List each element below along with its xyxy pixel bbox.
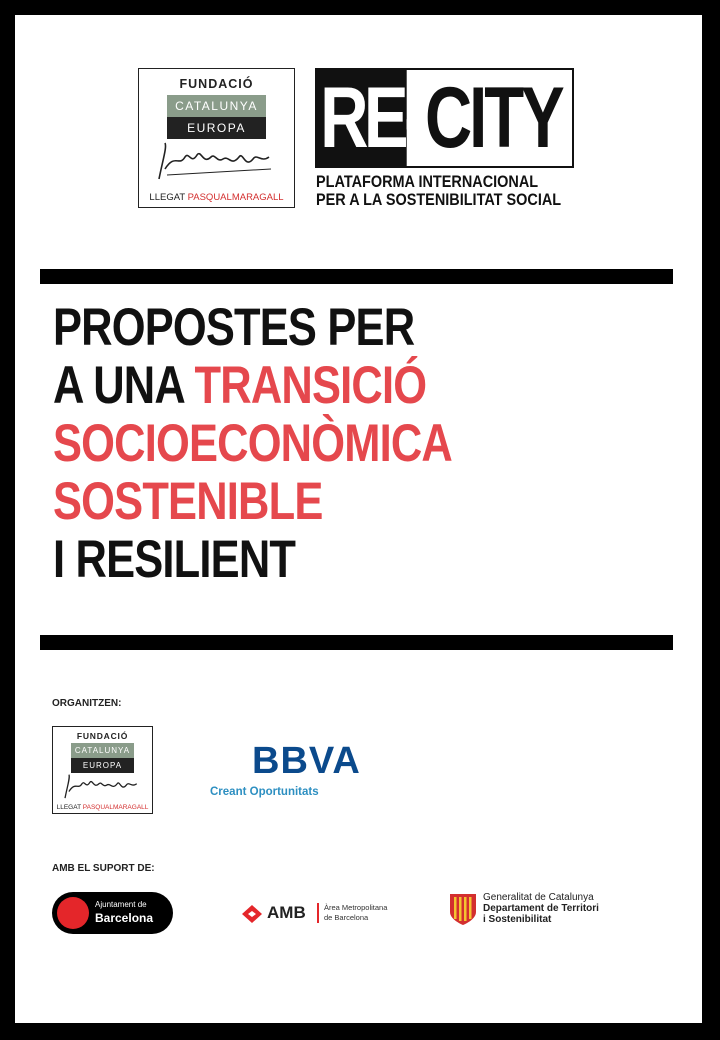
recity-subtitle-line1: PLATAFORMA INTERNACIONAL xyxy=(316,172,539,191)
generalitat-text xyxy=(483,892,599,925)
bbva-logo: BBVA xyxy=(252,740,361,782)
title-line-2: A UNA TRANSICIÓ xyxy=(53,356,427,415)
logo-fundacio-text: FUNDACIÓ xyxy=(179,77,254,91)
recity-city-text: CITY xyxy=(425,70,562,166)
barcelona-shield-icon xyxy=(57,897,89,929)
logo-llegat-text: LLEGAT PASQUALMARAGALL xyxy=(149,192,284,203)
logo-catalunya-text: CATALUNYA xyxy=(71,743,134,758)
fundacio-catalunya-europa-logo-small xyxy=(52,726,153,814)
logo-catalunya-text: CATALUNYA xyxy=(167,95,266,117)
ajuntament-barcelona-logo xyxy=(52,892,173,934)
cover-page xyxy=(15,15,702,1023)
title-line-3: SOCIOECONÒMICA xyxy=(53,414,452,473)
ajuntament-line1: Ajuntament de xyxy=(95,900,147,909)
recity-subtitle-line2: PER A LA SOSTENIBILITAT SOCIAL xyxy=(316,190,562,209)
title-line-5: I RESILIENT xyxy=(53,530,296,589)
generalitat-line3: i Sostenibilitat xyxy=(483,914,552,925)
title-line-4: SOSTENIBLE xyxy=(53,472,323,531)
signature-icon xyxy=(153,139,283,185)
generalitat-line2: Departament de Territori xyxy=(483,903,599,914)
support-label: AMB EL SUPORT DE: xyxy=(52,863,155,874)
logo-europa-text: EUROPA xyxy=(71,758,134,773)
amb-logo-text: AMB xyxy=(267,903,306,922)
bbva-tagline: Creant Oportunitats xyxy=(210,786,319,798)
ajuntament-line2: Barcelona xyxy=(95,911,154,925)
recity-re-text: RE- xyxy=(317,70,407,166)
logo-fundacio-text: FUNDACIÓ xyxy=(76,731,129,741)
fundacio-catalunya-europa-logo xyxy=(138,68,295,208)
organizers-label: ORGANITZEN: xyxy=(52,698,122,709)
recity-logo xyxy=(315,68,574,168)
amb-separator xyxy=(317,903,319,923)
bottom-divider-bar xyxy=(40,635,673,650)
top-divider-bar xyxy=(40,269,673,284)
logo-llegat-text: LLEGAT PASQUALMARAGALL xyxy=(56,804,149,811)
amb-subtitle xyxy=(324,903,387,923)
recity-subtitle xyxy=(316,173,561,209)
logo-europa-text: EUROPA xyxy=(167,117,266,139)
amb-subtitle-line1: Àrea Metropolitana xyxy=(324,903,388,912)
document-title xyxy=(53,299,452,589)
signature-icon xyxy=(61,772,146,802)
amb-subtitle-line2: de Barcelona xyxy=(324,913,369,922)
generalitat-shield-icon xyxy=(448,892,478,926)
title-line-1: PROPOSTES PER xyxy=(53,298,415,357)
generalitat-line1: Generalitat de Catalunya xyxy=(483,892,594,903)
amb-diamond-icon xyxy=(241,904,263,924)
